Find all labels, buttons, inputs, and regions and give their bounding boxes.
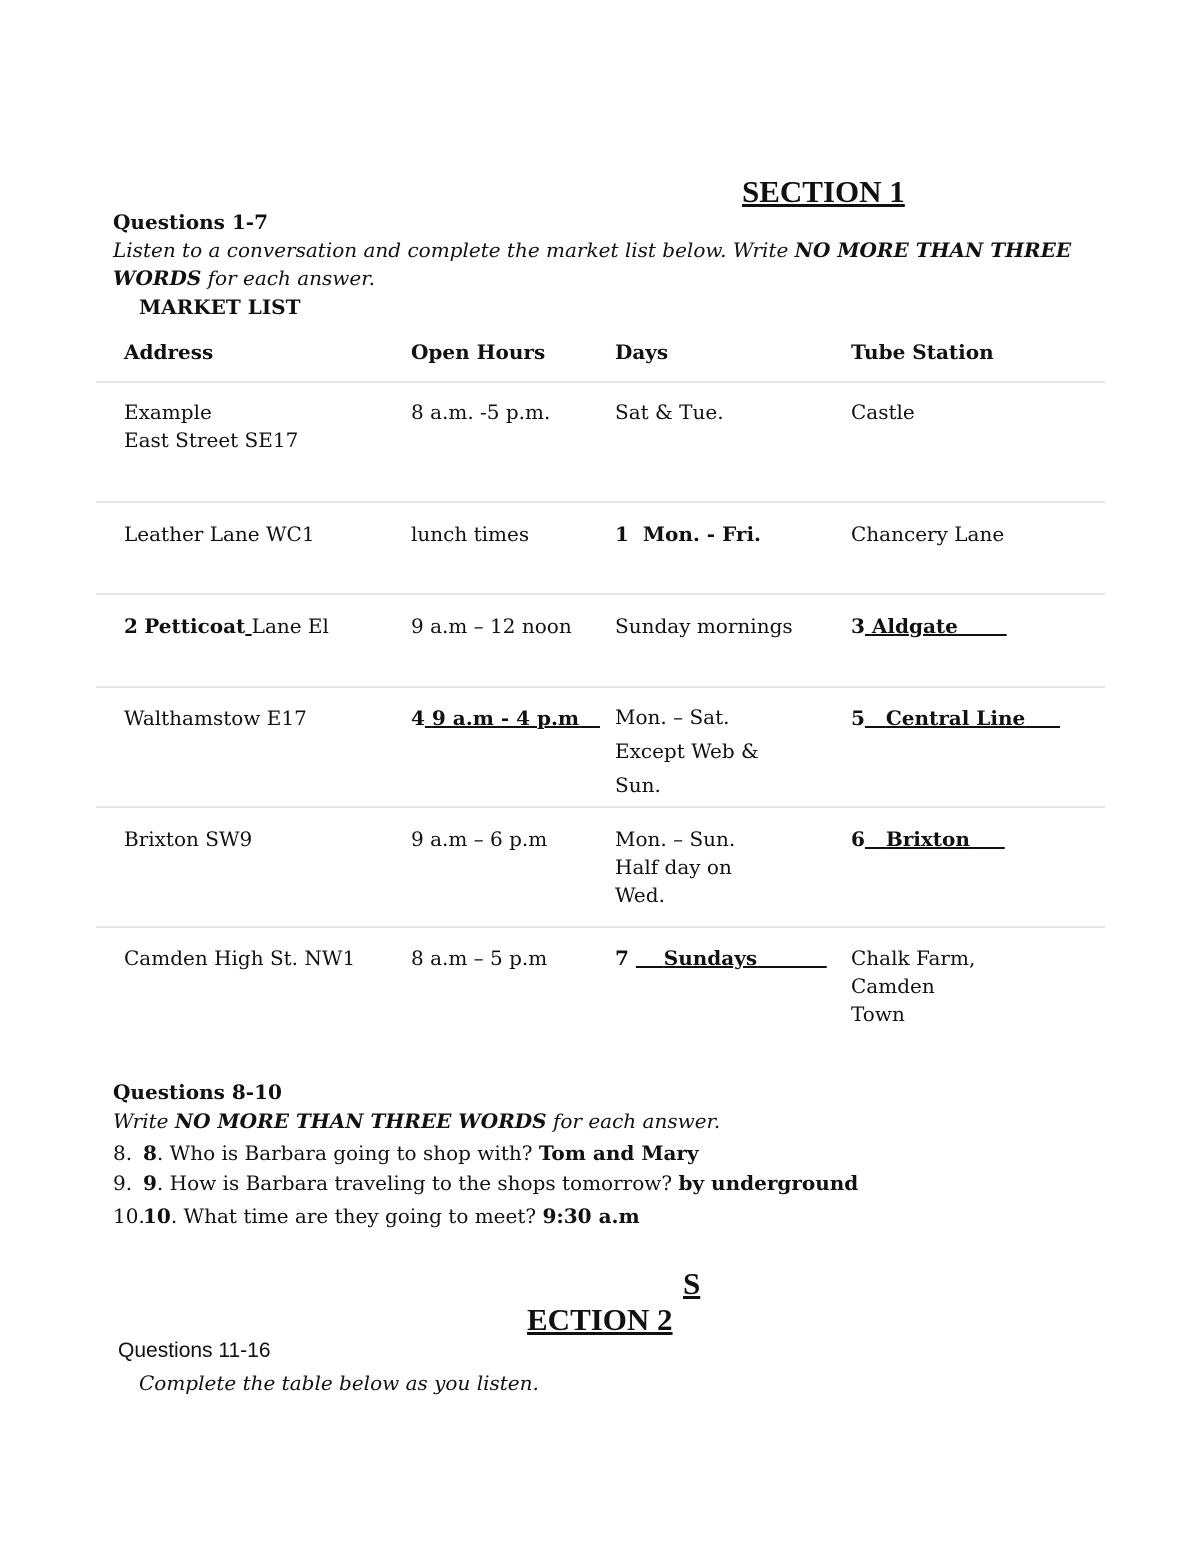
answer-number-3: 3 (851, 614, 865, 638)
table-divider (96, 806, 1105, 808)
address-line: East Street SE17 (124, 428, 299, 452)
instruction-text: Listen to a conversation and complete the market list below. Write (113, 238, 795, 262)
answer-7-text: Sundays (663, 946, 758, 970)
questions-1-7-instruction-line2 (113, 266, 375, 290)
instruction-text-end: for each answer. (201, 266, 375, 290)
address-line: Example (124, 400, 212, 424)
row-brixton-days (615, 825, 735, 909)
answer-6-text: Brixton (885, 827, 970, 851)
instruction-text: Write (113, 1109, 175, 1133)
section-2-title-s: S (683, 1266, 701, 1301)
row-petticoat-station (851, 612, 1007, 640)
days-line: Mon. – Sat. (615, 705, 730, 729)
questions-11-16-instruction: Complete the table below as you listen. (139, 1371, 539, 1395)
question-9 (113, 1171, 858, 1195)
days-line: Half day on (615, 855, 732, 879)
header-days: Days (615, 340, 669, 364)
questions-1-7-label: Questions 1-7 (113, 210, 269, 234)
answer-5-text: Central Line (885, 706, 1026, 730)
row-brixton-address: Brixton SW9 (124, 827, 253, 851)
answer-3-text: Aldgate (871, 614, 958, 638)
instruction-emphasis: NO MORE THAN THREE WORDS (174, 1109, 547, 1133)
answer-number-6: 6 (851, 827, 865, 851)
question-number: 9 (143, 1171, 157, 1195)
answer-3 (865, 614, 1007, 638)
answer-6 (865, 827, 1005, 851)
row-brixton-hours: 9 a.m – 6 p.m (411, 827, 548, 851)
answer-7 (636, 946, 827, 970)
instruction-text-end: for each answer. (546, 1109, 721, 1133)
row-example-days: Sat & Tue. (615, 400, 724, 424)
question-text: . What time are they going to meet? (170, 1204, 543, 1228)
question-text: . How is Barbara traveling to the shops tomorrow? (156, 1171, 679, 1195)
row-example-address (124, 398, 298, 454)
header-tube-station: Tube Station (851, 340, 994, 364)
row-example-station: Castle (851, 400, 915, 424)
row-petticoat-days: Sunday mornings (615, 614, 793, 638)
answer-4 (425, 706, 600, 730)
answer-5 (865, 706, 1060, 730)
list-number: 10. (113, 1204, 145, 1228)
answer-number-7: 7 (615, 946, 629, 970)
answer-number-1: 1 (615, 522, 629, 546)
table-divider (96, 501, 1105, 503)
days-line: Except Web & (615, 739, 759, 763)
row-walthamstow-hours (411, 704, 600, 732)
row-camden-address: Camden High St. NW1 (124, 946, 356, 970)
address-rest: Lane El (251, 614, 329, 638)
question-answer: Tom and Mary (538, 1141, 699, 1165)
section-1-title: SECTION 1 (742, 174, 905, 209)
question-number: 10 (143, 1204, 171, 1228)
row-petticoat-hours: 9 a.m – 12 noon (411, 614, 572, 638)
row-walthamstow-days (615, 700, 759, 802)
answer-number-5: 5 (851, 706, 865, 730)
days-line: Sun. (615, 773, 661, 797)
row-brixton-station (851, 825, 1005, 853)
row-walthamstow-station (851, 704, 1060, 732)
question-answer: by underground (678, 1171, 859, 1195)
question-8 (113, 1141, 699, 1165)
instruction-emphasis-words: WORDS (113, 266, 202, 290)
days-line: Mon. – Sun. (615, 827, 736, 851)
question-text: . Who is Barbara going to shop with? (156, 1141, 539, 1165)
question-answer: 9:30 a.m (542, 1204, 640, 1228)
question-10 (113, 1204, 640, 1228)
header-open-hours: Open Hours (411, 340, 546, 364)
row-camden-days (615, 944, 827, 972)
row-petticoat-address (124, 612, 329, 640)
answer-2: Petticoat (144, 614, 246, 638)
table-divider (96, 926, 1105, 928)
row-leather-lane-address: Leather Lane WC1 (124, 522, 315, 546)
question-number: 8 (143, 1141, 157, 1165)
questions-1-7-instruction-line1 (113, 238, 1071, 262)
header-address: Address (124, 340, 214, 364)
questions-8-10-label: Questions 8-10 (113, 1080, 282, 1104)
station-line: Chalk Farm, (851, 946, 976, 970)
table-divider (96, 686, 1105, 688)
row-example-hours: 8 a.m. -5 p.m. (411, 400, 551, 424)
instruction-emphasis: NO MORE THAN THREE (794, 238, 1072, 262)
row-leather-lane-hours: lunch times (411, 522, 530, 546)
list-number: 9. (113, 1171, 133, 1195)
questions-11-16-label: Questions 11-16 (118, 1339, 271, 1362)
row-camden-hours: 8 a.m – 5 p.m (411, 946, 548, 970)
answer-4-text: 9 a.m - 4 p.m (431, 706, 580, 730)
row-camden-station (851, 944, 975, 1028)
market-list-title: MARKET LIST (139, 295, 301, 319)
answer-number-2: 2 (124, 614, 138, 638)
section-2-title-rest: ECTION 2 (527, 1302, 673, 1337)
table-divider (96, 593, 1105, 595)
row-walthamstow-address: Walthamstow E17 (124, 706, 307, 730)
questions-8-10-instruction (113, 1109, 720, 1133)
list-number: 8. (113, 1141, 133, 1165)
answer-number-4: 4 (411, 706, 425, 730)
answer-1: Mon. - Fri. (642, 522, 762, 546)
days-line: Wed. (615, 883, 665, 907)
row-leather-lane-days (615, 520, 761, 548)
row-leather-lane-station: Chancery Lane (851, 522, 1005, 546)
station-line: Town (851, 1002, 905, 1026)
table-divider (96, 381, 1105, 383)
station-line: Camden (851, 974, 935, 998)
